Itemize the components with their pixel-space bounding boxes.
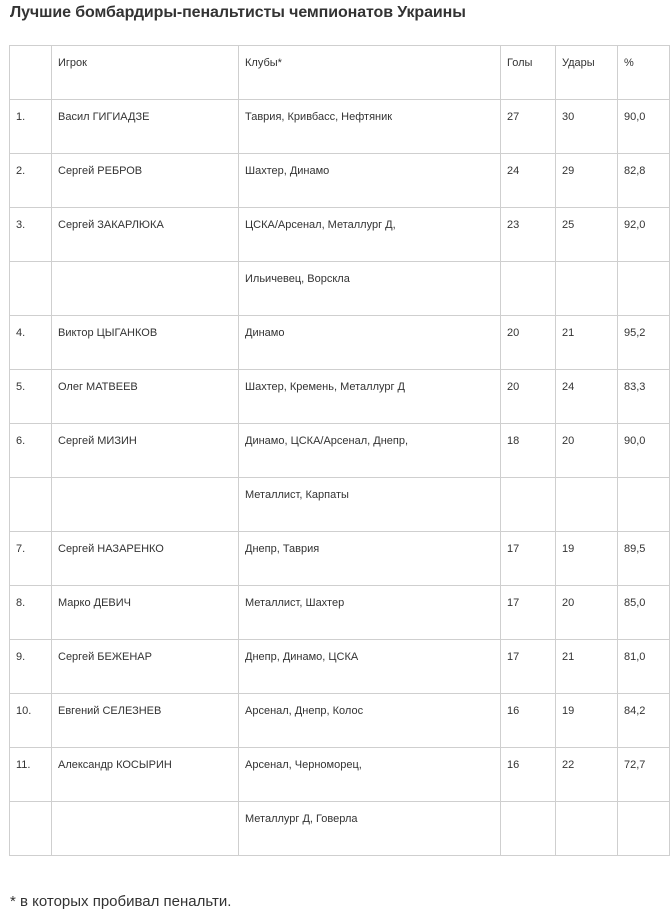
cell-clubs: Металлист, Шахтер bbox=[239, 586, 501, 640]
cell-percent: 82,8 bbox=[618, 154, 670, 208]
cell-shots: 30 bbox=[556, 100, 618, 154]
cell-clubs: Шахтер, Кремень, Металлург Д bbox=[239, 370, 501, 424]
cell-goals: 23 bbox=[501, 208, 556, 262]
cell-goals: 20 bbox=[501, 370, 556, 424]
table-row bbox=[10, 154, 670, 208]
cell-percent: 89,5 bbox=[618, 532, 670, 586]
cell-number: 10. bbox=[10, 694, 52, 748]
cell-clubs: Динамо, ЦСКА/Арсенал, Днепр, bbox=[239, 424, 501, 478]
cell-clubs: Металлист, Карпаты bbox=[239, 478, 501, 532]
cell-clubs: Металлург Д, Говерла bbox=[239, 802, 501, 856]
cell-number: 4. bbox=[10, 316, 52, 370]
cell-clubs: Шахтер, Динамо bbox=[239, 154, 501, 208]
cell-number: 7. bbox=[10, 532, 52, 586]
page-title: Лучшие бомбардиры-пенальтисты чемпионатов Украины bbox=[10, 4, 466, 21]
cell-player: Олег МАТВЕЕВ bbox=[52, 370, 239, 424]
cell-shots: 29 bbox=[556, 154, 618, 208]
cell-number: 3. bbox=[10, 208, 52, 262]
cell-number: 6. bbox=[10, 424, 52, 478]
cell-shots: 22 bbox=[556, 748, 618, 802]
cell-percent: 84,2 bbox=[618, 694, 670, 748]
cell-clubs: Днепр, Динамо, ЦСКА bbox=[239, 640, 501, 694]
cell-percent: 95,2 bbox=[618, 316, 670, 370]
header-player: Игрок bbox=[52, 46, 239, 100]
cell-shots: 19 bbox=[556, 694, 618, 748]
cell-goals: 17 bbox=[501, 532, 556, 586]
cell-goals: 20 bbox=[501, 316, 556, 370]
cell-shots: 21 bbox=[556, 316, 618, 370]
cell-number bbox=[10, 262, 52, 316]
cell-percent: 90,0 bbox=[618, 424, 670, 478]
cell-number: 5. bbox=[10, 370, 52, 424]
cell-goals: 16 bbox=[501, 694, 556, 748]
cell-number bbox=[10, 802, 52, 856]
cell-goals bbox=[501, 262, 556, 316]
cell-shots bbox=[556, 802, 618, 856]
table-row bbox=[10, 370, 670, 424]
table-row bbox=[10, 208, 670, 262]
cell-percent bbox=[618, 802, 670, 856]
cell-percent: 90,0 bbox=[618, 100, 670, 154]
cell-shots bbox=[556, 478, 618, 532]
table-row bbox=[10, 586, 670, 640]
cell-percent bbox=[618, 262, 670, 316]
cell-percent: 72,7 bbox=[618, 748, 670, 802]
header-number bbox=[10, 46, 52, 100]
cell-goals: 17 bbox=[501, 640, 556, 694]
table-row bbox=[10, 478, 670, 532]
cell-clubs: Ильичевец, Ворскла bbox=[239, 262, 501, 316]
cell-player bbox=[52, 802, 239, 856]
cell-percent: 83,3 bbox=[618, 370, 670, 424]
cell-percent: 92,0 bbox=[618, 208, 670, 262]
footnote: * в которых пробивал пенальти. bbox=[10, 893, 232, 910]
cell-player: Сергей РЕБРОВ bbox=[52, 154, 239, 208]
cell-goals: 16 bbox=[501, 748, 556, 802]
cell-clubs: Динамо bbox=[239, 316, 501, 370]
header-shots: Удары bbox=[556, 46, 618, 100]
cell-number bbox=[10, 478, 52, 532]
header-goals: Голы bbox=[501, 46, 556, 100]
cell-clubs: Арсенал, Днепр, Колос bbox=[239, 694, 501, 748]
cell-player: Марко ДЕВИЧ bbox=[52, 586, 239, 640]
table-row bbox=[10, 748, 670, 802]
cell-percent: 81,0 bbox=[618, 640, 670, 694]
header-percent: % bbox=[618, 46, 670, 100]
cell-clubs: Арсенал, Черноморец, bbox=[239, 748, 501, 802]
cell-player: Сергей НАЗАРЕНКО bbox=[52, 532, 239, 586]
cell-goals bbox=[501, 478, 556, 532]
cell-goals: 17 bbox=[501, 586, 556, 640]
table-row bbox=[10, 802, 670, 856]
cell-shots: 21 bbox=[556, 640, 618, 694]
cell-number: 8. bbox=[10, 586, 52, 640]
cell-player: Сергей БЕЖЕНАР bbox=[52, 640, 239, 694]
cell-shots: 20 bbox=[556, 586, 618, 640]
cell-player: Васил ГИГИАДЗЕ bbox=[52, 100, 239, 154]
cell-number: 9. bbox=[10, 640, 52, 694]
table-row bbox=[10, 424, 670, 478]
table-row bbox=[10, 262, 670, 316]
cell-percent: 85,0 bbox=[618, 586, 670, 640]
cell-shots bbox=[556, 262, 618, 316]
table-row bbox=[10, 316, 670, 370]
table-row bbox=[10, 100, 670, 154]
cell-number: 2. bbox=[10, 154, 52, 208]
table-row bbox=[10, 640, 670, 694]
cell-goals: 24 bbox=[501, 154, 556, 208]
cell-goals bbox=[501, 802, 556, 856]
cell-shots: 24 bbox=[556, 370, 618, 424]
cell-player bbox=[52, 262, 239, 316]
cell-player: Виктор ЦЫГАНКОВ bbox=[52, 316, 239, 370]
cell-player: Александр КОСЫРИН bbox=[52, 748, 239, 802]
cell-number: 1. bbox=[10, 100, 52, 154]
cell-clubs: ЦСКА/Арсенал, Металлург Д, bbox=[239, 208, 501, 262]
penalty-scorers-table bbox=[9, 45, 670, 856]
cell-goals: 18 bbox=[501, 424, 556, 478]
cell-percent bbox=[618, 478, 670, 532]
table-row bbox=[10, 532, 670, 586]
table-row bbox=[10, 694, 670, 748]
cell-number: 11. bbox=[10, 748, 52, 802]
cell-player: Сергей МИЗИН bbox=[52, 424, 239, 478]
cell-shots: 19 bbox=[556, 532, 618, 586]
cell-shots: 25 bbox=[556, 208, 618, 262]
cell-player bbox=[52, 478, 239, 532]
cell-player: Сергей ЗАКАРЛЮКА bbox=[52, 208, 239, 262]
cell-player: Евгений СЕЛЕЗНЕВ bbox=[52, 694, 239, 748]
table-header-row bbox=[10, 46, 670, 100]
cell-goals: 27 bbox=[501, 100, 556, 154]
cell-shots: 20 bbox=[556, 424, 618, 478]
header-clubs: Клубы* bbox=[239, 46, 501, 100]
cell-clubs: Таврия, Кривбасс, Нефтяник bbox=[239, 100, 501, 154]
cell-clubs: Днепр, Таврия bbox=[239, 532, 501, 586]
